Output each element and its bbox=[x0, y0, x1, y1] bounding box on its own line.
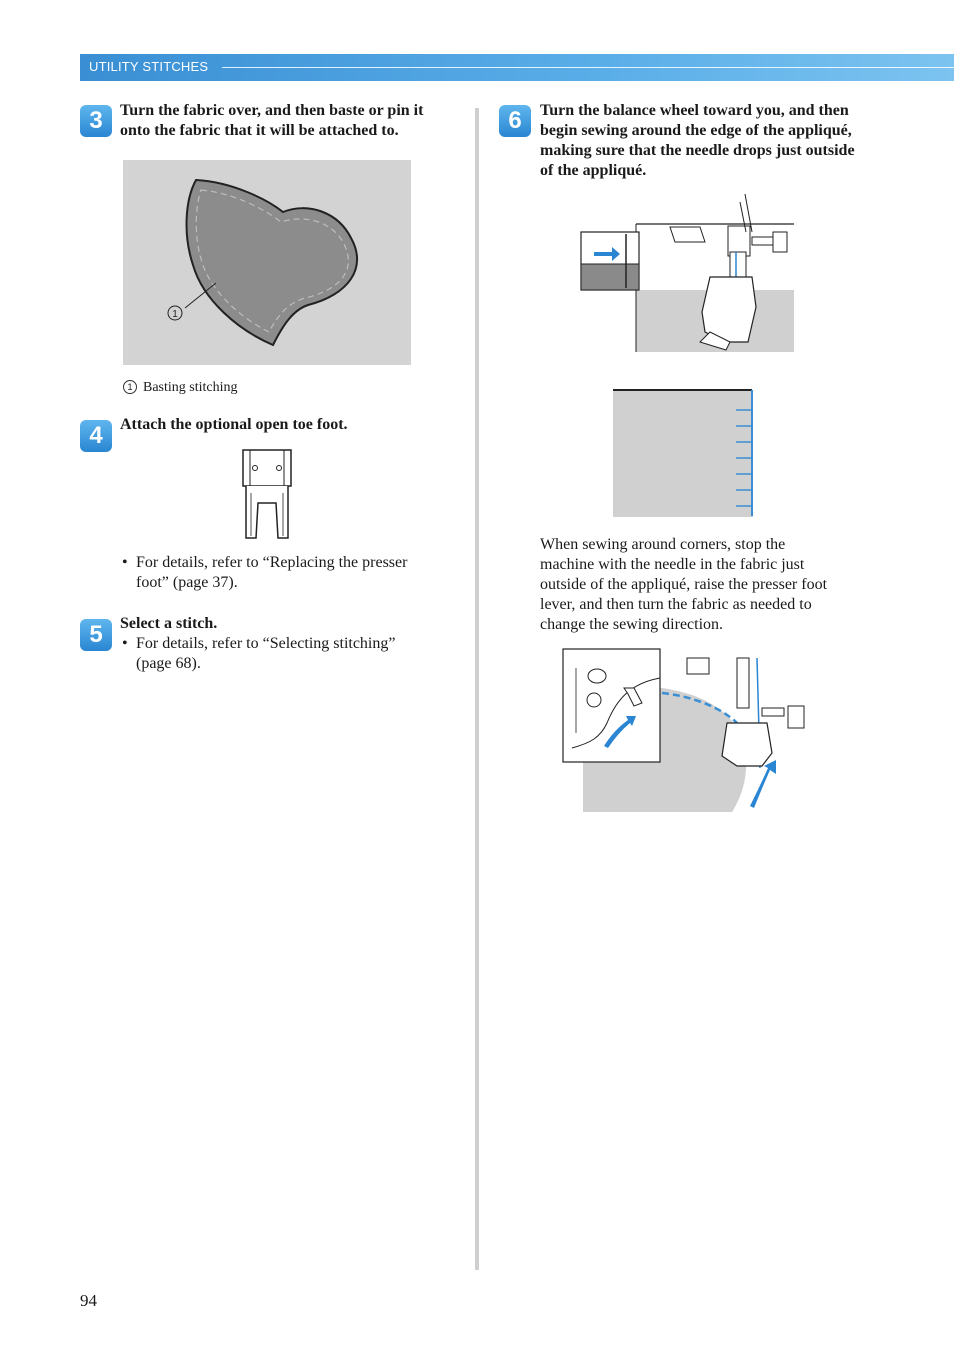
step-4-bullet: • bbox=[122, 554, 128, 571]
page-number: 94 bbox=[80, 1291, 97, 1310]
open-toe-foot-figure bbox=[238, 448, 296, 542]
step-5-heading: Select a stitch. bbox=[120, 615, 218, 632]
caption-text: Basting stitching bbox=[143, 380, 238, 395]
section-title: UTILITY STITCHES bbox=[89, 59, 209, 74]
edge-stitch-figure bbox=[612, 388, 756, 518]
step-5-icon: 5 bbox=[80, 619, 112, 651]
corner-turning-figure bbox=[562, 648, 808, 816]
caption-number: 1 bbox=[123, 380, 137, 394]
step-6-heading: Turn the balance wheel toward you, and then begin sewing around the edge of the appliqué, making sure that the needle drops just outside of the appliqué. bbox=[540, 102, 855, 179]
applique-shape bbox=[187, 180, 358, 345]
needle-position-figure bbox=[580, 192, 794, 354]
step-3-heading: Turn the fabric over, and then baste or pin it onto the fabric that it will be attached to. bbox=[120, 102, 424, 139]
step-5-note: For details, refer to “Selecting stitching” (page 68). bbox=[136, 635, 396, 672]
step-5-bullet: • bbox=[122, 635, 128, 652]
step-3-icon: 3 bbox=[80, 105, 112, 137]
corner-instructions: When sewing around corners, stop the machine with the needle in the fabric just outside of the appliqué, raise the presser foot lever, and then turn the fabric as needed to change the sewing direction. bbox=[540, 536, 828, 633]
step-4-heading: Attach the optional open toe foot. bbox=[120, 416, 348, 433]
figure-caption bbox=[123, 379, 238, 397]
turn-arrow-icon bbox=[750, 760, 776, 808]
section-header-bar bbox=[80, 54, 954, 81]
column-divider bbox=[475, 108, 479, 1270]
applique-basting-figure bbox=[123, 160, 411, 365]
callout-number: 1 bbox=[172, 309, 178, 320]
step-4-icon: 4 bbox=[80, 420, 112, 452]
step-6-icon: 6 bbox=[499, 105, 531, 137]
header-rule bbox=[222, 67, 954, 68]
step-4-note: For details, refer to “Replacing the presser foot” (page 37). bbox=[136, 554, 408, 591]
